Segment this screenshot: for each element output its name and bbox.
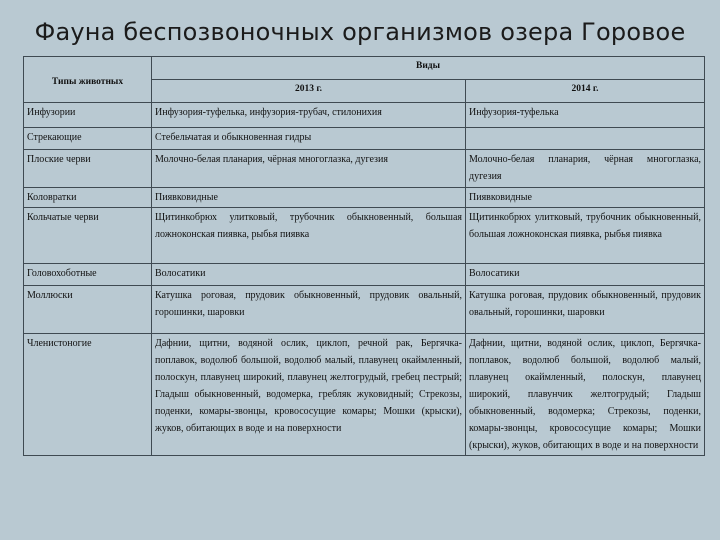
cell-type: Членистоногие: [24, 334, 152, 456]
cell-2014: Дафнии, щитни, водяной ослик, циклоп, Бергячка-поплавок, водолюб большой, водолюб малый, плавунец окаймленный, полоскун, плавунец широкий, плавунчик желтогрудый; Гладыш обыкновенный, водомерка; Стрекозы, поденки, комары-звонцы, кровососущие комары; Мошки (крыски), жуков, обитающих в воде и на поверхности: [466, 334, 705, 456]
table-row: [24, 334, 705, 456]
header-2013: 2013 г.: [152, 80, 466, 103]
cell-2013: Пиявковидные: [152, 188, 466, 208]
cell-2013: Щитинкобрюх улитковый, трубочник обыкновенный, большая ложноконская пиявка, рыбья пиявка: [152, 208, 466, 264]
page-title: Фауна беспозвоночных организмов озера Горовое: [34, 18, 686, 46]
cell-2014: [466, 128, 705, 150]
table-row: [24, 103, 705, 128]
cell-2013: Волосатики: [152, 264, 466, 286]
table-row: [24, 188, 705, 208]
cell-2013: Дафнии, щитни, водяной ослик, циклоп, речной рак, Бергячка-поплавок, водолюб большой, водолюб малый, плавунец окаймленный, полоскун, плавунец широкий, плавунец желтогрудый, гребец пестрый; Гладыш обыкновенный, водомерка, гребляк жуковидный; Стрекозы, поденки, комары-звонцы, кровососущие комары; Мошки (крыски), жуков, обитающих в воде и на поверхности: [152, 334, 466, 456]
cell-type: Плоские черви: [24, 150, 152, 188]
cell-type: Коловратки: [24, 188, 152, 208]
header-2014: 2014 г.: [466, 80, 705, 103]
cell-type: Головохоботные: [24, 264, 152, 286]
cell-2013: Молочно-белая планария, чёрная многоглазка, дугезия: [152, 150, 466, 188]
cell-2014: Молочно-белая планария, чёрная многоглазка, дугезия: [466, 150, 705, 188]
table-row: [24, 150, 705, 188]
table-row: [24, 208, 705, 264]
cell-type: Стрекающие: [24, 128, 152, 150]
cell-type: Кольчатые черви: [24, 208, 152, 264]
cell-2014: Пиявковидные: [466, 188, 705, 208]
cell-2014: Катушка роговая, прудовик обыкновенный, прудовик овальный, горошинки, шаровки: [466, 286, 705, 334]
cell-type: Инфузории: [24, 103, 152, 128]
header-row-1: [24, 57, 705, 80]
table-row: [24, 286, 705, 334]
header-types: Типы животных: [24, 57, 152, 103]
cell-2014: Инфузория-туфелька: [466, 103, 705, 128]
cell-type: Моллюски: [24, 286, 152, 334]
fauna-table: [23, 56, 705, 456]
cell-2013: Стебельчатая и обыкновенная гидры: [152, 128, 466, 150]
table-row: [24, 128, 705, 150]
header-species: Виды: [152, 57, 705, 80]
cell-2013: Инфузория-туфелька, инфузория-трубач, стилонихия: [152, 103, 466, 128]
cell-2014: Щитинкобрюх улитковый, трубочник обыкновенный, большая ложноконская пиявка, рыбья пиявка: [466, 208, 705, 264]
cell-2014: Волосатики: [466, 264, 705, 286]
table-row: [24, 264, 705, 286]
cell-2013: Катушка роговая, прудовик обыкновенный, прудовик овальный, горошинки, шаровки: [152, 286, 466, 334]
